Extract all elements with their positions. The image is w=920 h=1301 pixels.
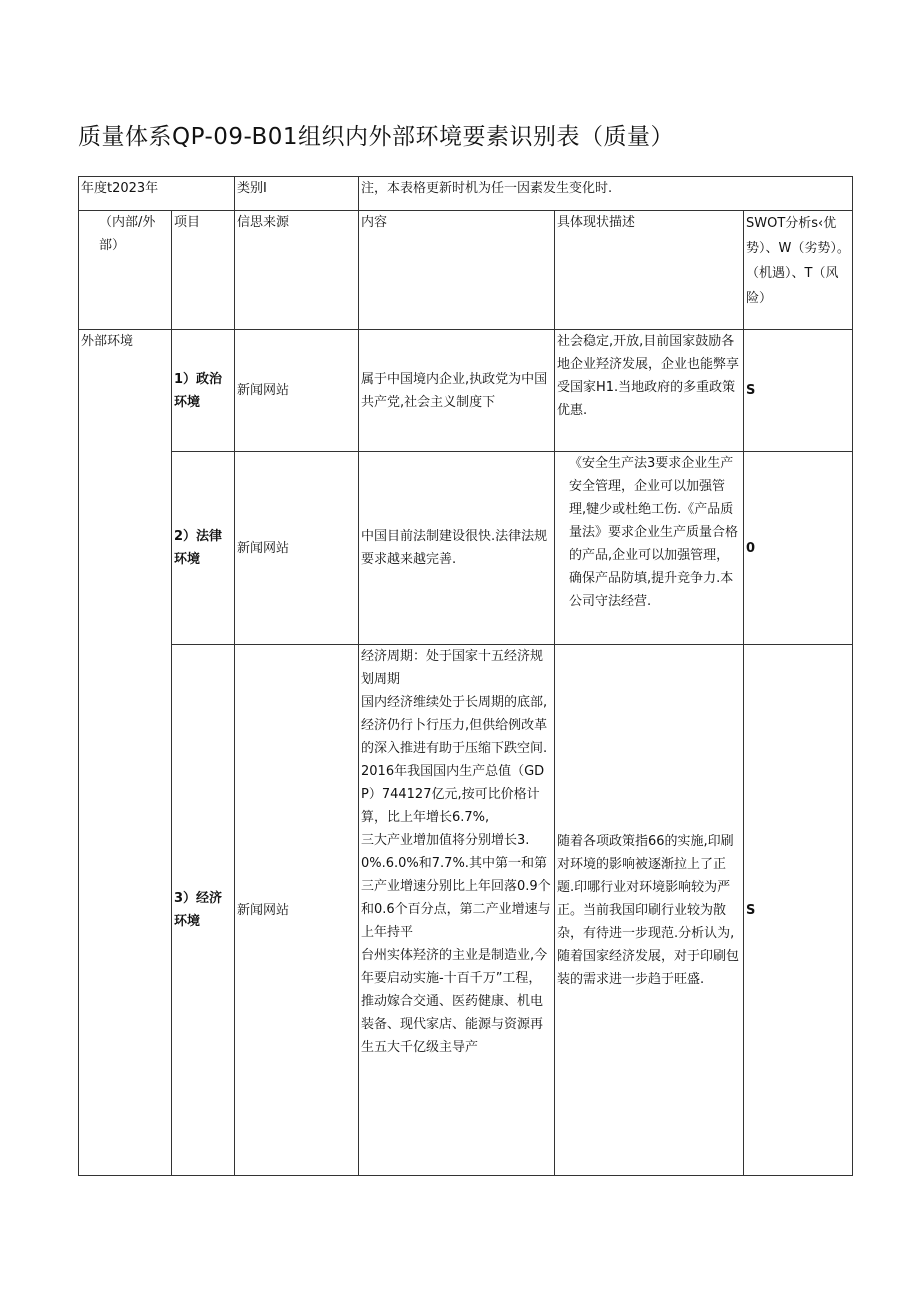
item-cell: 3）经济环境 [172, 645, 235, 1176]
document-title: 质量体系QP-09-B01组织内外部环境要素识别表（质量） [78, 124, 675, 150]
content-cell: 属于中国境内企业,执政党为中国共产党,社会主义制度下 [359, 330, 555, 452]
col-internal-external [79, 211, 172, 330]
col-content: 内容 [359, 211, 555, 330]
col-item: 项目 [172, 211, 235, 330]
item-cell: 1）政治环境 [172, 330, 235, 452]
category-cell: 类别I [235, 177, 359, 211]
col-source: 信思来源 [235, 211, 359, 330]
status-cell [555, 452, 744, 645]
column-header-row [79, 211, 853, 330]
table-row [79, 452, 853, 645]
source-cell: 新闻网站 [235, 452, 359, 645]
content-cell: 中国目前法制建设很快.法律法规要求越来越完善. [359, 452, 555, 645]
source-cell: 新闻网站 [235, 330, 359, 452]
content-text: 经济周期：处于国家十五经济规划周期 国内经济维续处于长周期的底部,经济仍行卜行压力,但供给例改革的深入推进有助于压缩下跌空间.2016年我国国内生产总值（GDP）744127亿元,按可比价格计算，比上年增长6.7%, 三大产业增加值将分别增长3.0%.6.0%和7.7%.其中第一和第三产业增速分别比上年回落0.9个和0.6个百分点，第二产业增速与上年持平 台州实体羟济的主业是制造业,今年要启动实施-十百千万”工程，推动嫁合交通、医药健康、机电装备、现代家店、能源与资源再生五大千亿级主导产 [361, 649, 551, 1055]
swot-cell: 0 [744, 452, 853, 645]
update-note-cell: 注，本表格更新时机为任一因素发生变化时. [359, 177, 853, 211]
col-swot: SWOT分析s‹优势）、W（劣势）。（机遇）、T（风险） [744, 211, 853, 330]
group-label-cell: 外部环境 [79, 330, 172, 1176]
year-cell: 年度t2023年 [79, 177, 235, 211]
table-header-row [79, 177, 853, 211]
status-text: 《安全生产法3要求企业生产安全管理，企业可以加强管理,犍少或杜绝工伤.《产品质量法》要求企业生产质量合格的产品,企业可以加强管理，确保产品防填,提升竞争力.本公司守法经营. [569, 456, 739, 609]
status-cell: 随着各项政策指66的实施,印刷对环境的影响被逐渐拉上了正题.印哪行业对环境影响较为严正。当前我国印刷行业较为散杂，有待进一步现范.分析认为,随着国家经济发展，对于印刷包装的需求进一步趋于旺盛. [555, 645, 744, 1176]
swot-cell: S [744, 645, 853, 1176]
environment-identification-table [78, 176, 853, 1176]
source-cell: 新闻网站 [235, 645, 359, 1176]
swot-cell: S [744, 330, 853, 452]
col-internal-external-label: （内部/外部） [99, 215, 156, 253]
status-cell: 社会稳定,开放,目前国家鼓励各地企业羟济发展，企业也能弊享受国家H1.当地政府的多重政策优惠. [555, 330, 744, 452]
table-row [79, 330, 853, 452]
content-cell [359, 645, 555, 1176]
table-row [79, 645, 853, 1176]
col-status: 具体现状描述 [555, 211, 744, 330]
item-cell: 2）法律环境 [172, 452, 235, 645]
